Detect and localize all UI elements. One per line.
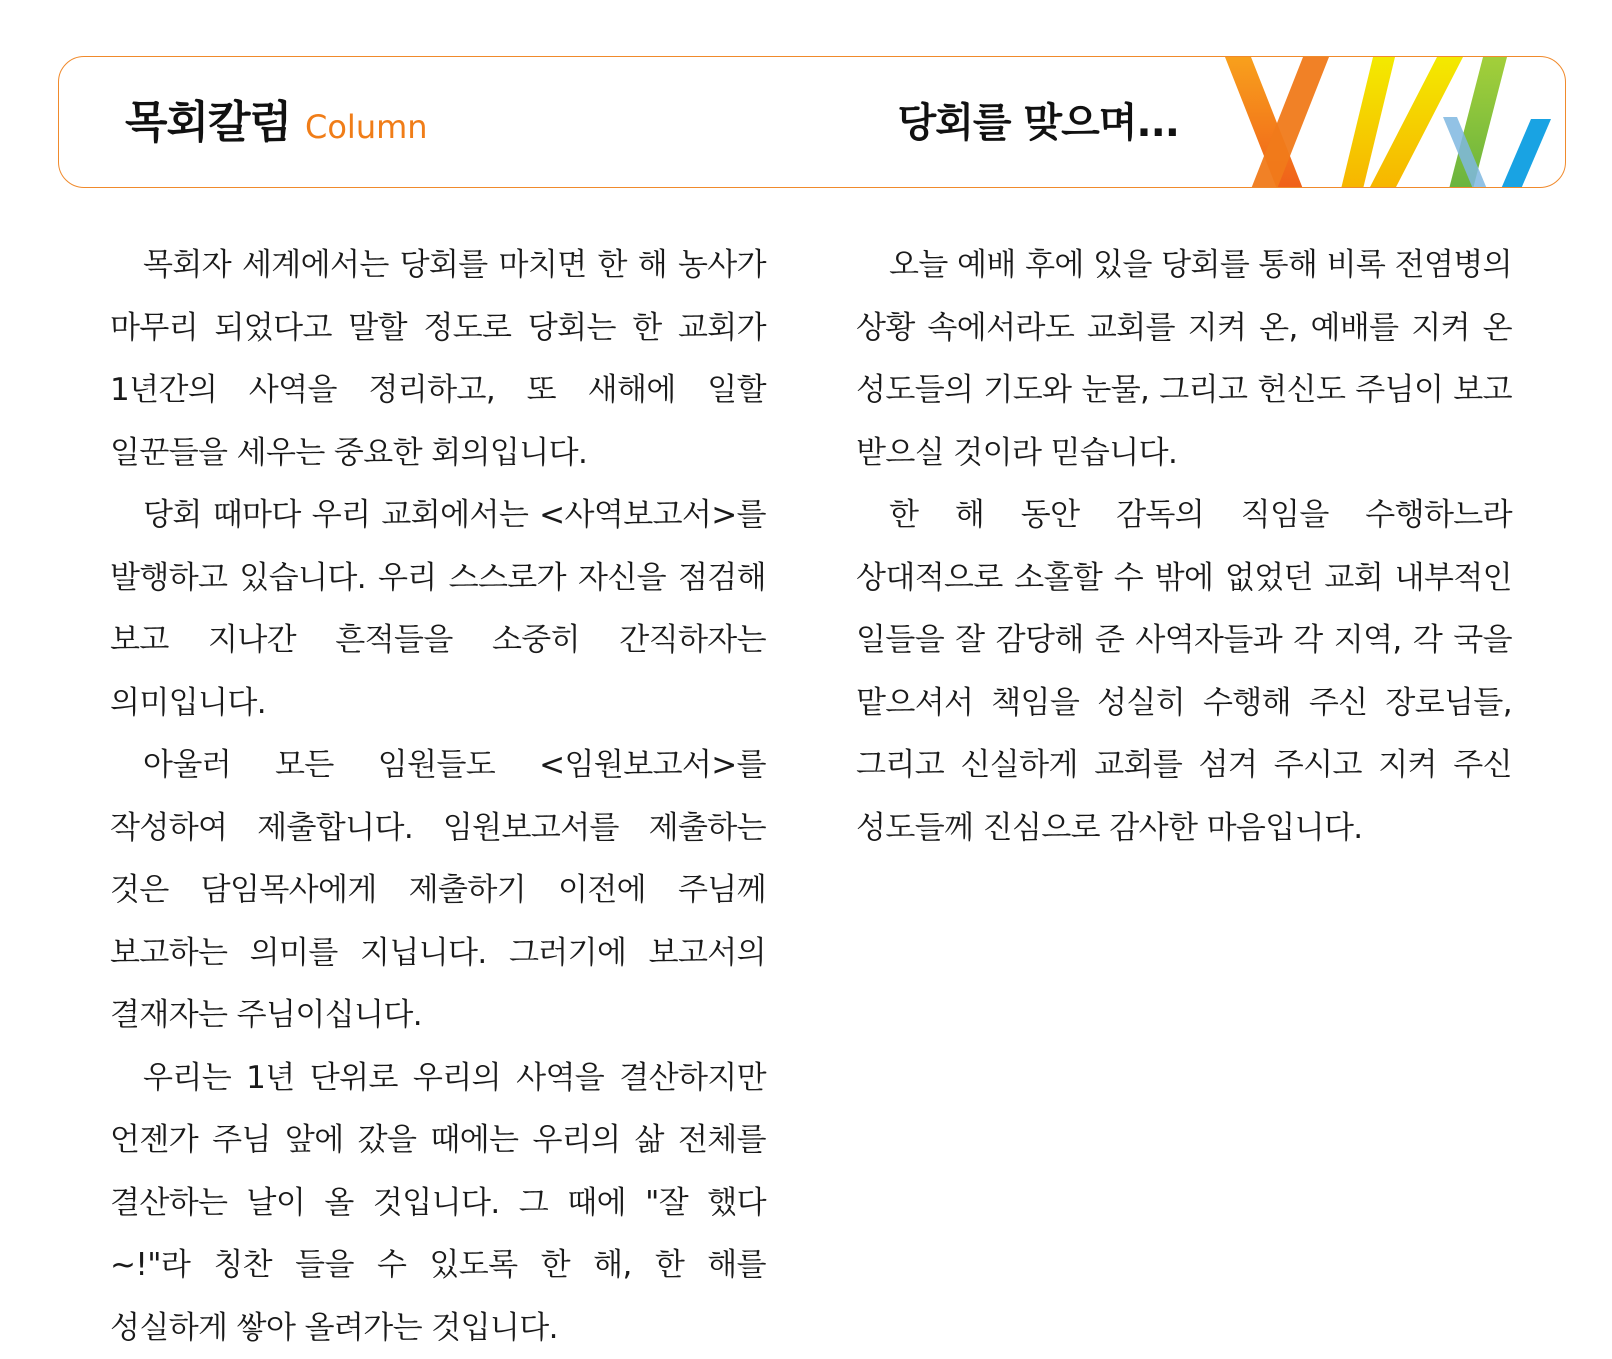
- column-title: 당회를 맞으며...: [898, 99, 1179, 147]
- column-body: [110, 234, 1512, 1114]
- section-title: 목회칼럼: [125, 97, 291, 149]
- paragraph-5: 오늘 예배 후에 있을 당회를 통해 비록 전염병의 상황 속에서라도 교회를 지켜 온, 예배를 지켜 온 성도들의 기도와 눈물, 그리고 헌신도 주님이 보고 받으실 것이라 믿습니다.: [856, 234, 1512, 484]
- paragraph-2: 당회 때마다 우리 교회에서는 <사역보고서>를 발행하고 있습니다. 우리 스스로가 자신을 점검해 보고 지나간 흔적들을 소중히 간직하자는 의미입니다.: [110, 484, 766, 734]
- paragraph-1: 목회자 세계에서는 당회를 마치면 한 해 농사가 마무리 되었다고 말할 정도로 당회는 한 교회가 1년간의 사역을 정리하고, 또 새해에 일할 일꾼들을 세우는 중요한 회의입니다.: [110, 234, 766, 484]
- decorative-stripes: [1225, 57, 1565, 188]
- paragraph-3: 아울러 모든 임원들도 <임원보고서>를 작성하여 제출합니다. 임원보고서를 제출하는 것은 담임목사에게 제출하기 이전에 주님께 보고하는 의미를 지닙니다. 그러기에 보고서의 결재자는 주님이십니다.: [110, 734, 766, 1047]
- text-column-right: [856, 234, 1512, 859]
- section-subtitle: Column: [305, 107, 428, 147]
- paragraph-4: 우리는 1년 단위로 우리의 사역을 결산하지만 언젠가 주님 앞에 갔을 때에는 우리의 삶 전체를 결산하는 날이 올 것입니다. 그 때에 "잘 했다~!"라 칭찬 들을 수 있도록 한 해, 한 해를 성실하게 쌓아 올려가는 것입니다.: [110, 1047, 766, 1359]
- text-column-left: [110, 234, 766, 1359]
- column-header: [58, 56, 1566, 188]
- stripe-blue-1: [1501, 119, 1551, 188]
- paragraph-6: 한 해 동안 감독의 직임을 수행하느라 상대적으로 소홀할 수 밖에 없었던 교회 내부적인 일들을 잘 감당해 준 사역자들과 각 지역, 각 국을 맡으셔서 책임을 성실히 수행해 주신 장로님들, 그리고 신실하게 교회를 섬겨 주시고 지켜 주신 성도들께 진심으로 감사한 마음입니다.: [856, 484, 1512, 859]
